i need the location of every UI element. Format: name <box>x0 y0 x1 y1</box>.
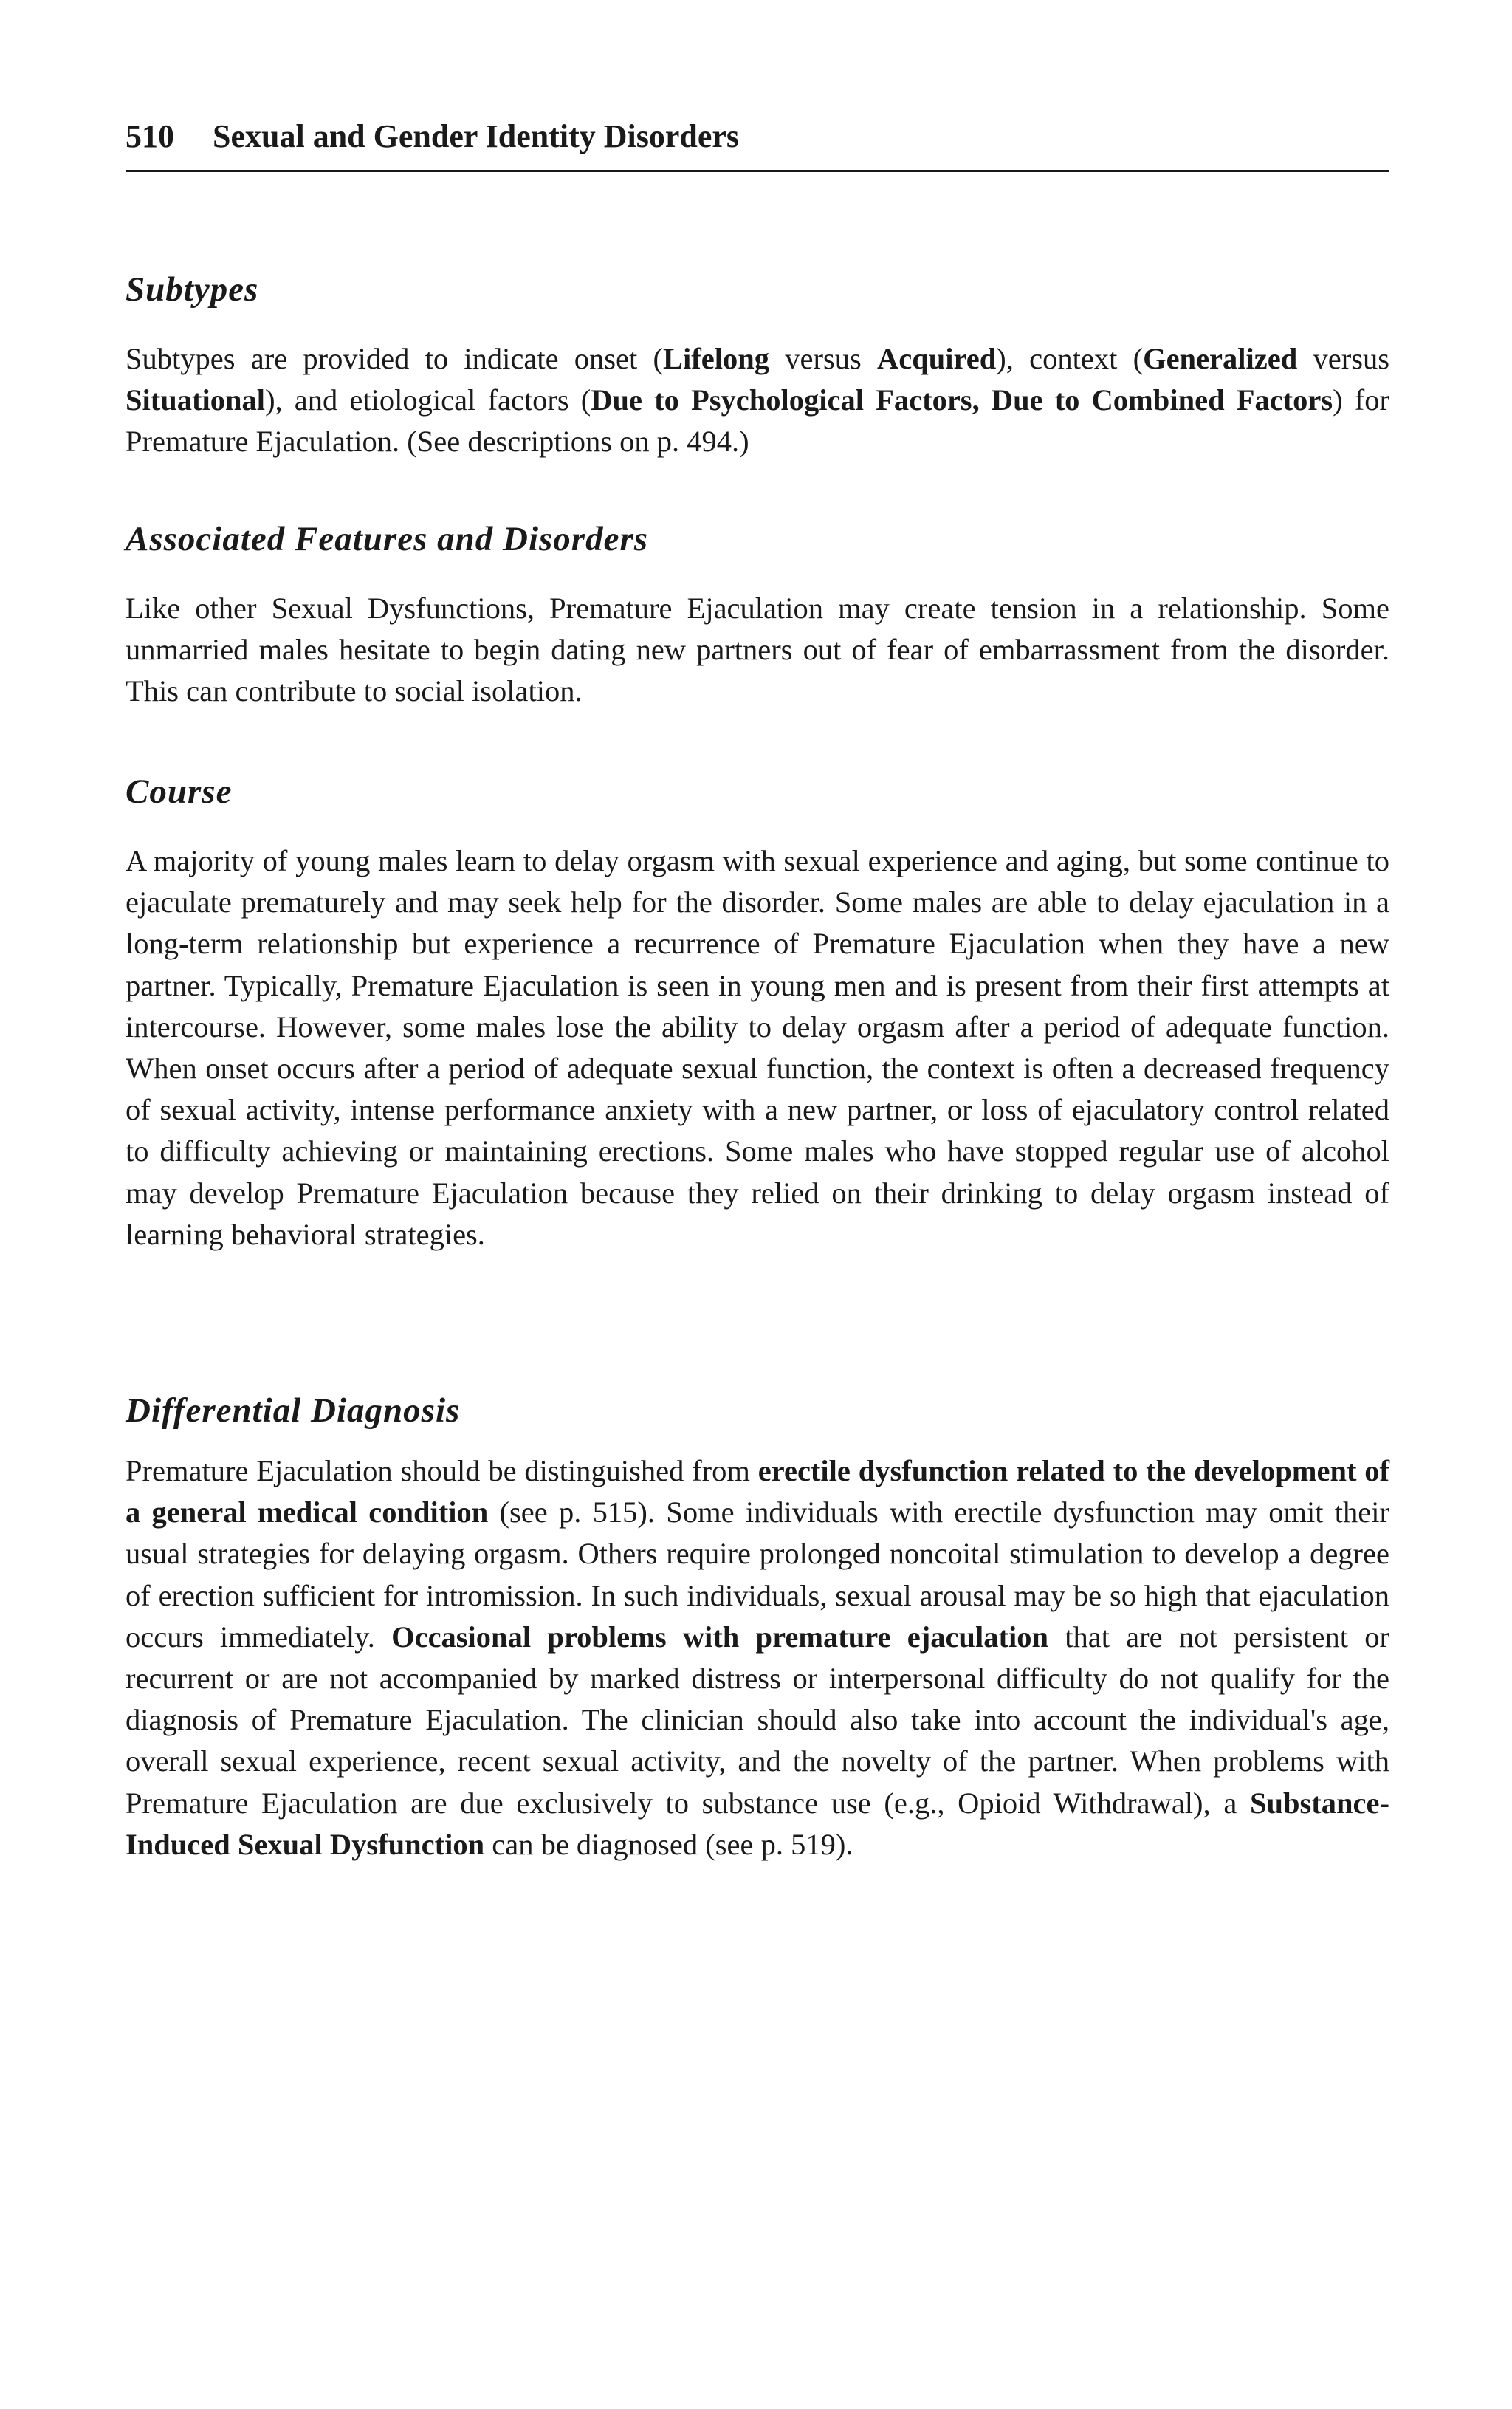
running-head-title: Sexual and Gender Identity Disorders <box>213 118 740 154</box>
text-run: versus <box>1297 342 1389 375</box>
text-run: versus <box>769 342 877 375</box>
text-run: Subtypes are provided to indicate onset ( <box>126 342 664 375</box>
bold-term: Occasional problems with premature ejaculation <box>391 1620 1048 1654</box>
page-number: 510 <box>126 118 174 154</box>
section-paragraph <box>126 1450 1389 1865</box>
bold-term: Due to Psychological Factors, Due to Combined Factors <box>591 383 1333 417</box>
section-paragraph <box>126 840 1389 1255</box>
bold-term: Situational <box>126 383 266 417</box>
section-heading: Differential Diagnosis <box>126 1391 461 1430</box>
text-run: Like other Sexual Dysfunctions, Premature Ejaculation may create tension in a relationship. Some unmarried males hesitate to begin dating new partners out of fear of embarrassment from the disorder. This can contribute to social isolation. <box>126 592 1389 708</box>
section-heading: Associated Features and Disorders <box>126 520 649 558</box>
section-heading: Subtypes <box>126 270 259 309</box>
section-subtypes <box>126 267 1389 463</box>
section-associated-features <box>126 517 1389 713</box>
bold-term: Substance-Induced Sexual Dysfunction <box>126 1786 1389 1861</box>
text-run: A majority of young males learn to delay orgasm with sexual experience and aging, but some continue to ejaculate prematurely and may seek help for the disorder. Some males are able to delay ejaculation in a long-term relationship but experience a recurrence of Premature Ejaculation when they have a new partner. Typically, Premature Ejaculation is seen in young men and is present from their first attempts at intercourse. However, some males lose the ability to delay orgasm after a period of adequate function. When onset occurs after a period of adequate sexual function, the context is often a decreased frequency of sexual activity, intense performance anxiety with a new partner, or loss of ejaculatory control related to difficulty achieving or maintaining erections. Some males who have stopped regular use of alcohol may develop Premature Ejaculation because they relied on their drinking to delay orgasm instead of learning behavioral strategies. <box>126 844 1389 1251</box>
text-run: ) for Premature Ejaculation. (See descriptions on p. 494.) <box>126 383 1389 459</box>
bold-term: erectile dysfunction related to the development of a general medical condition <box>126 1454 1390 1529</box>
section-paragraph <box>126 588 1389 713</box>
section-differential-diagnosis <box>126 1388 1389 1865</box>
section-course <box>126 770 1389 1255</box>
bold-term: Generalized <box>1143 342 1298 375</box>
text-run: ), context ( <box>996 342 1144 375</box>
running-head <box>126 111 1389 172</box>
text-run: that are not persistent or recurrent or are not accompanied by marked distress or interpersonal difficulty do not qualify for the diagnosis of Premature Ejaculation. The clinician should also take into account the individual's age, overall sexual experience, recent sexual activity, and the novelty of the partner. When problems with Premature Ejaculation are due exclusively to substance use (e.g., Opioid Withdrawal), a <box>126 1620 1390 1820</box>
text-run: ), and etiological factors ( <box>265 383 591 417</box>
text-run: Premature Ejaculation should be distinguished from <box>126 1454 758 1487</box>
text-run: (see p. 515). Some individuals with erectile dysfunction may omit their usual strategies for delaying orgasm. Others require prolonged noncoital stimulation to develop a degree of erection sufficient for intromission. In such individuals, sexual arousal may be so high that ejaculation occurs immediately. <box>126 1495 1390 1654</box>
bold-term: Lifelong <box>663 342 770 375</box>
section-paragraph <box>126 338 1389 463</box>
text-run: can be diagnosed (see p. 519). <box>484 1827 853 1861</box>
section-heading: Course <box>126 772 233 811</box>
bold-term: Acquired <box>877 342 997 375</box>
